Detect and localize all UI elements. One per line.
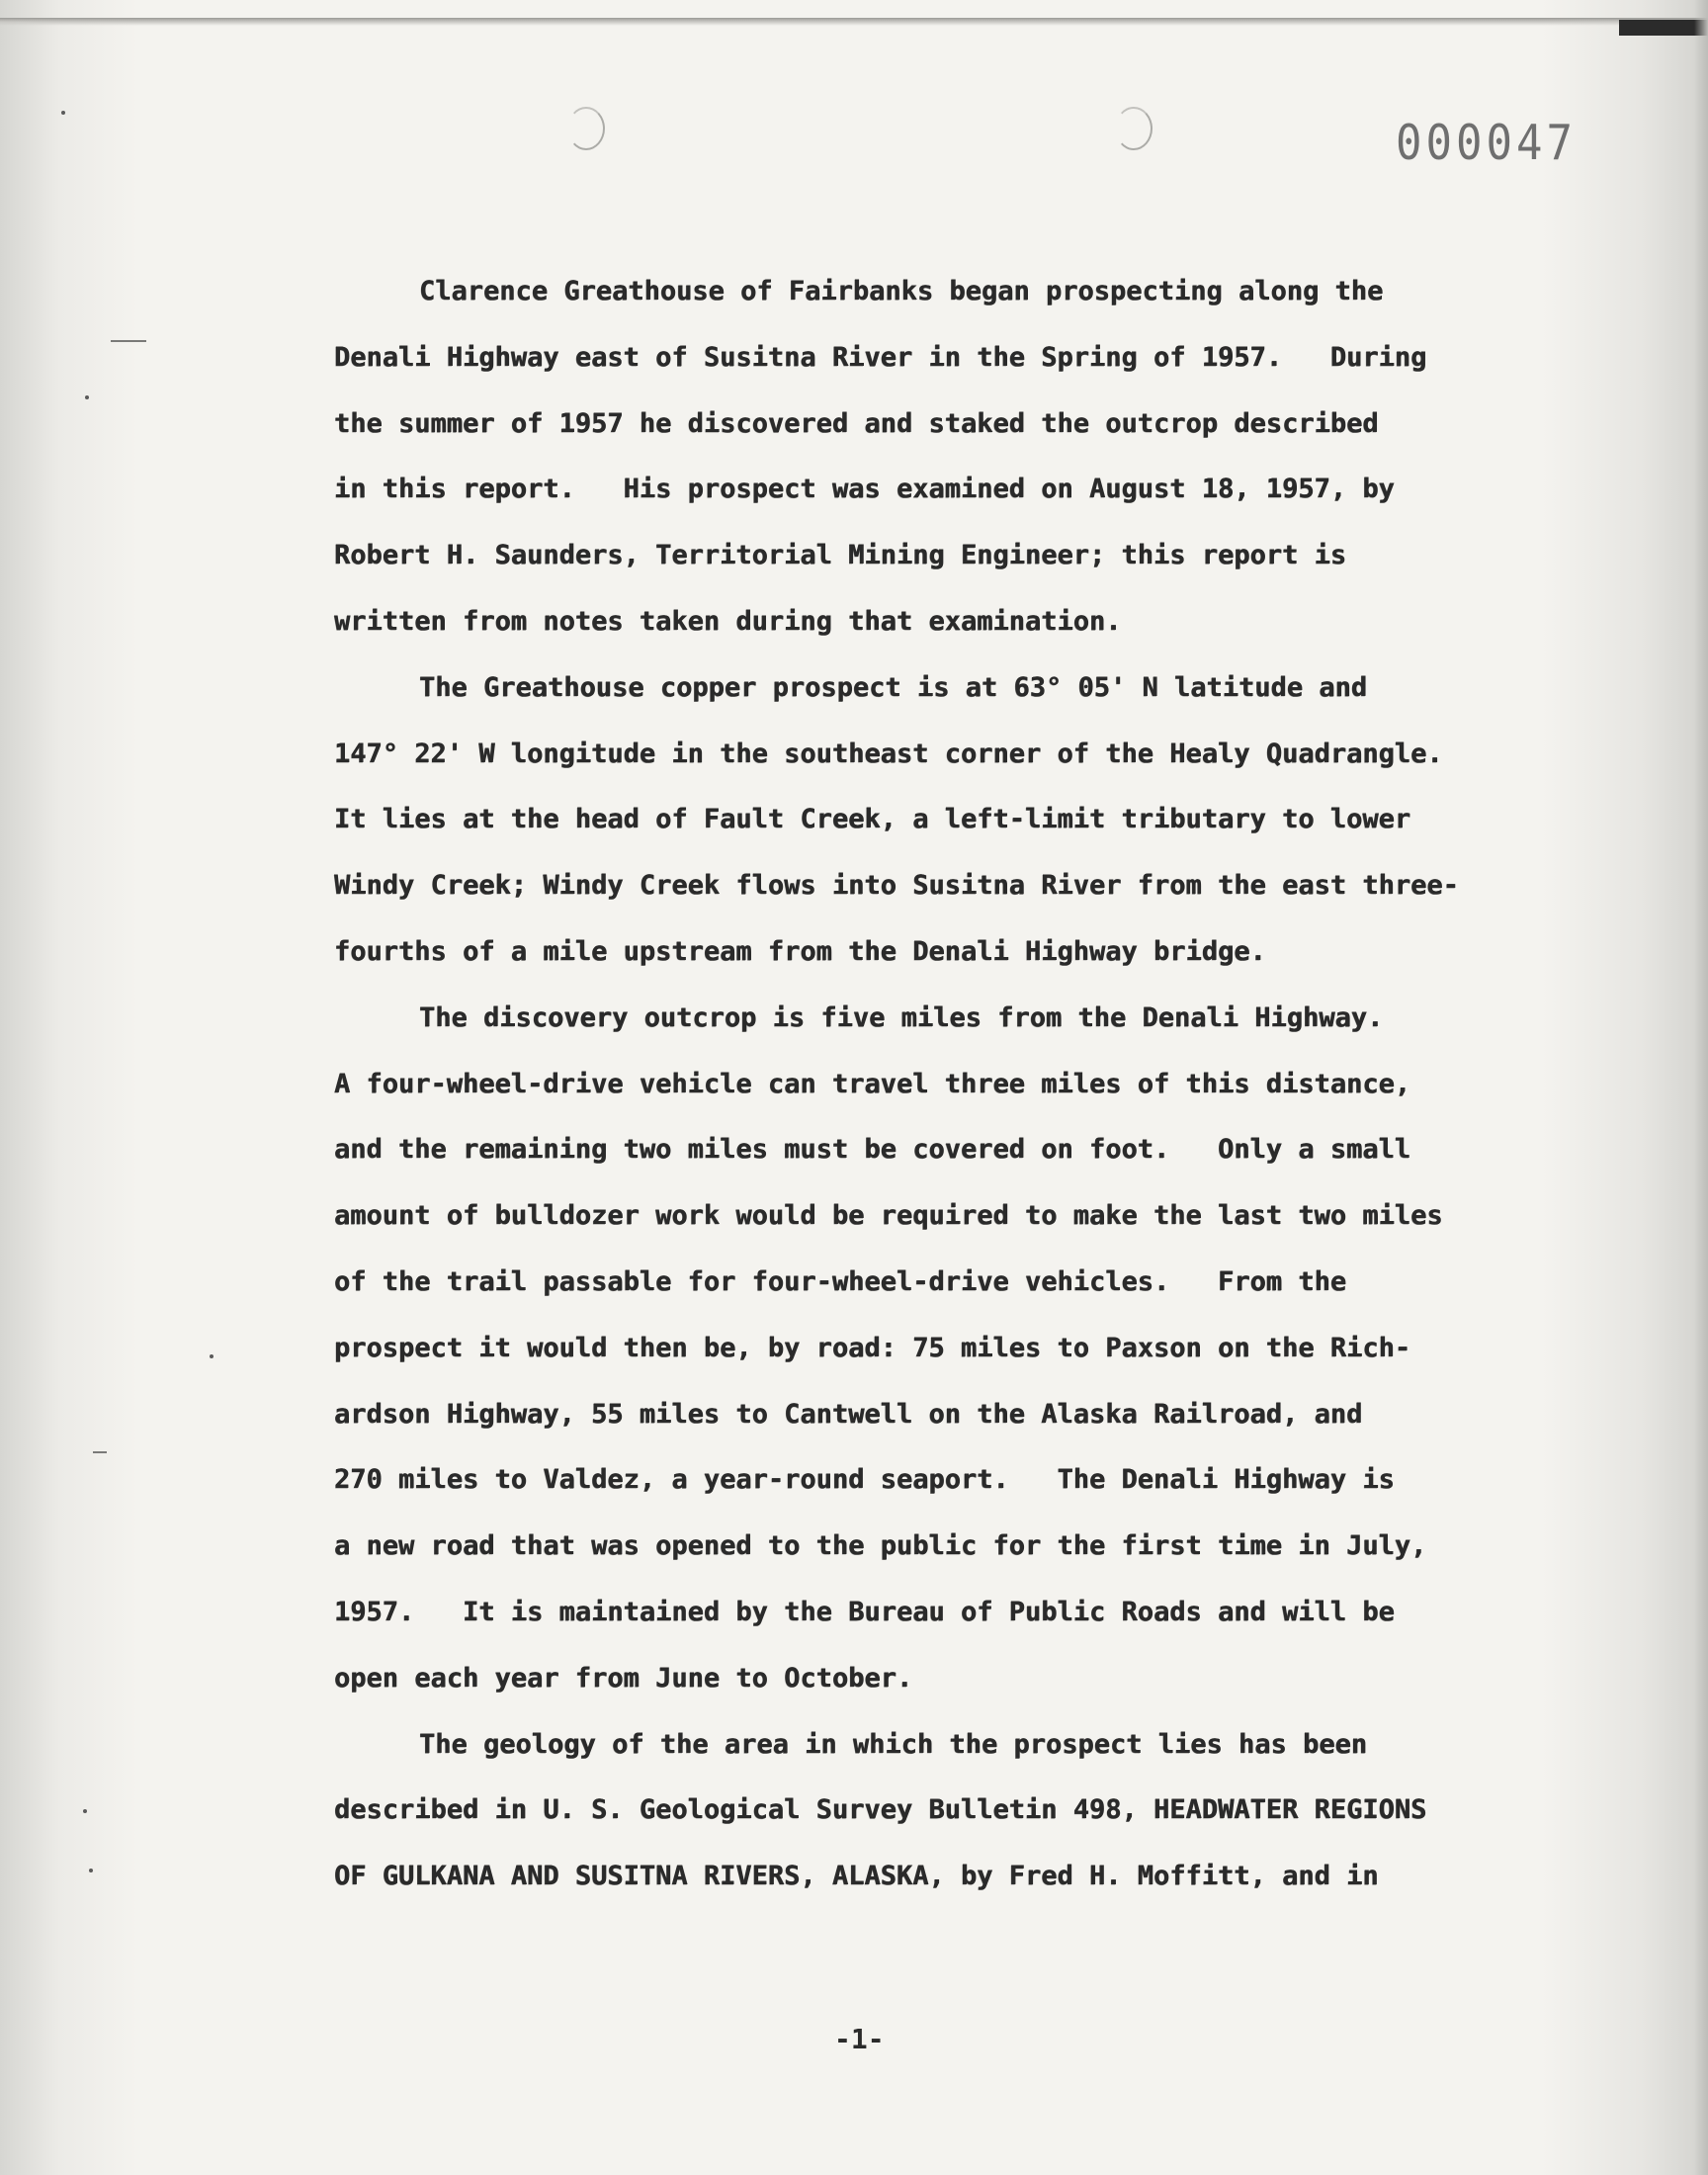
- paragraph-3: [334, 986, 1500, 1712]
- text-line: The geology of the area in which the prospect lies has been: [419, 1728, 1368, 1760]
- text-line: 1957. It is maintained by the Bureau of Public Roads and will be: [334, 1596, 1395, 1627]
- text-line: fourths of a mile upstream from the Denali Highway bridge.: [334, 935, 1266, 967]
- text-line: ardson Highway, 55 miles to Cantwell on the Alaska Railroad, and: [334, 1398, 1363, 1430]
- scan-speck: [61, 111, 65, 115]
- scan-dash: [111, 340, 146, 342]
- scan-dash: [93, 1451, 107, 1453]
- paragraph-1: [334, 259, 1500, 655]
- paragraph-2: [334, 655, 1500, 986]
- text-line: The Greathouse copper prospect is at 63° 05' N latitude and: [419, 671, 1368, 703]
- scan-speck: [89, 1869, 93, 1872]
- text-line: open each year from June to October.: [334, 1662, 913, 1694]
- text-line: The discovery outcrop is five miles from the Denali Highway.: [419, 1001, 1384, 1033]
- scan-right-edge: [1694, 0, 1708, 2175]
- punch-hole-right: [1115, 107, 1153, 150]
- scan-speck: [83, 1809, 87, 1813]
- document-number: 000047: [1396, 115, 1577, 172]
- text-line: and the remaining two miles must be covered on foot. Only a small: [334, 1134, 1411, 1166]
- text-line: prospect it would then be, by road: 75 miles to Paxson on the Rich-: [334, 1332, 1411, 1363]
- text-line: described in U. S. Geological Survey Bulletin 498, HEADWATER REGIONS: [334, 1794, 1427, 1826]
- page-number: -1-: [834, 2023, 885, 2055]
- text-line: 147° 22' W longitude in the southeast corner of the Healy Quadrangle.: [334, 738, 1443, 769]
- text-line: the summer of 1957 he discovered and staked the outcrop described: [334, 407, 1379, 439]
- text-line: 270 miles to Valdez, a year-round seaport. The Denali Highway is: [334, 1464, 1395, 1496]
- text-line: OF GULKANA AND SUSITNA RIVERS, ALASKA, by Fred H. Moffitt, and in: [334, 1861, 1379, 1892]
- text-line: Robert H. Saunders, Territorial Mining Engineer; this report is: [334, 540, 1347, 571]
- scan-speck: [85, 395, 89, 399]
- text-line: a new road that was opened to the public for the first time in July,: [334, 1530, 1427, 1562]
- body-text: [334, 259, 1500, 1910]
- text-line: amount of bulldozer work would be required to make the last two miles: [334, 1200, 1443, 1232]
- text-line: A four-wheel-drive vehicle can travel three miles of this distance,: [334, 1068, 1411, 1099]
- text-line: Clarence Greathouse of Fairbanks began prospecting along the: [419, 276, 1384, 306]
- text-line: Denali Highway east of Susitna River in the Spring of 1957. During: [334, 341, 1427, 373]
- scan-speck: [210, 1354, 214, 1358]
- text-line: Windy Creek; Windy Creek flows into Susitna River from the east three-: [334, 870, 1459, 902]
- text-line: written from notes taken during that examination.: [334, 605, 1122, 637]
- scan-top-edge: [0, 18, 1708, 26]
- punch-hole-left: [567, 107, 605, 150]
- text-line: of the trail passable for four-wheel-drive vehicles. From the: [334, 1265, 1347, 1297]
- text-line: It lies at the head of Fault Creek, a left-limit tributary to lower: [334, 804, 1411, 835]
- text-line: in this report. His prospect was examined on August 18, 1957, by: [334, 474, 1395, 505]
- paragraph-4: [334, 1712, 1500, 1910]
